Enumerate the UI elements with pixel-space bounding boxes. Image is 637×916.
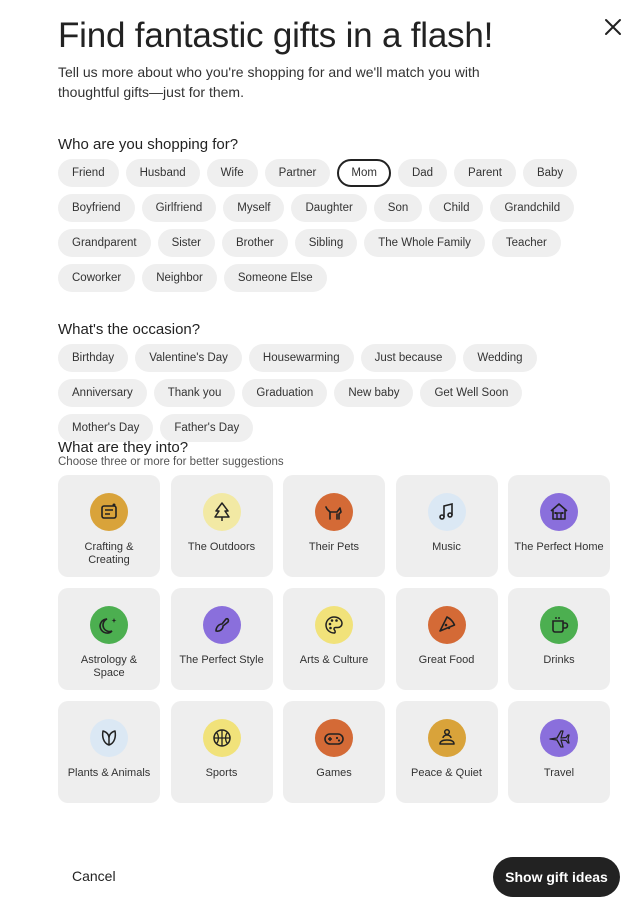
gamepad-icon [315,719,353,757]
interest-tile-label: Great Food [418,654,475,666]
crafting-icon [90,493,128,531]
occasion-chip-just-because[interactable]: Just because [361,344,457,372]
mug-icon [540,606,578,644]
meditation-icon [428,719,466,757]
interest-tile-label: Sports [205,767,238,779]
interest-tile-arts-culture[interactable] [283,588,385,690]
interest-tile-the-perfect-style[interactable] [171,588,273,690]
interest-tile-label: Their Pets [308,541,360,553]
recipient-chip-myself[interactable]: Myself [223,194,284,222]
palette-icon [315,606,353,644]
interests-grid [58,475,613,803]
interest-tile-crafting-creating[interactable] [58,475,160,577]
recipient-chip-parent[interactable]: Parent [454,159,516,187]
interest-tile-label: The Perfect Home [514,541,604,553]
recipient-chip-daughter[interactable]: Daughter [291,194,366,222]
recipient-chip-sister[interactable]: Sister [158,229,215,257]
occasion-chip-valentine-s-day[interactable]: Valentine's Day [135,344,242,372]
recipient-chip-husband[interactable]: Husband [126,159,200,187]
recipient-chip-dad[interactable]: Dad [398,159,447,187]
recipient-chip-grandchild[interactable]: Grandchild [490,194,574,222]
occasion-section-label: What's the occasion? [58,321,201,338]
who-section-label: Who are you shopping for? [58,136,239,153]
recipient-chip-partner[interactable]: Partner [265,159,331,187]
interest-tile-sports[interactable] [171,701,273,803]
close-button[interactable] [600,14,626,40]
interest-tile-label: Drinks [543,654,575,666]
recipient-chip-coworker[interactable]: Coworker [58,264,135,292]
recipient-chip-brother[interactable]: Brother [222,229,288,257]
airplane-icon [540,719,578,757]
recipient-chip-girlfriend[interactable]: Girlfriend [142,194,217,222]
interest-tile-label: The Perfect Style [179,654,264,666]
occasion-chip-group [58,344,623,442]
moon-star-icon [90,606,128,644]
recipient-chip-teacher[interactable]: Teacher [492,229,561,257]
style-icon [203,606,241,644]
basketball-icon [203,719,241,757]
interest-tile-plants-animals[interactable] [58,701,160,803]
interest-tile-label: Games [316,767,352,779]
recipient-chip-grandparent[interactable]: Grandparent [58,229,151,257]
interest-tile-the-perfect-home[interactable] [508,475,610,577]
home-icon [540,493,578,531]
recipient-chip-baby[interactable]: Baby [523,159,577,187]
recipient-chip-the-whole-family[interactable]: The Whole Family [364,229,485,257]
music-note-icon [428,493,466,531]
recipient-chip-neighbor[interactable]: Neighbor [142,264,217,292]
interests-section-label: What are they into? [58,439,189,456]
interest-tile-games[interactable] [283,701,385,803]
interest-tile-label: Astrology & Space [80,654,138,679]
interest-tile-label: Plants & Animals [67,767,151,779]
interest-tile-peace-quiet[interactable] [396,701,498,803]
interest-tile-label: Travel [543,767,575,779]
interest-tile-astrology-space[interactable] [58,588,160,690]
recipient-chip-sibling[interactable]: Sibling [295,229,358,257]
occasion-chip-get-well-soon[interactable]: Get Well Soon [420,379,522,407]
occasion-chip-graduation[interactable]: Graduation [242,379,327,407]
leaf-icon [90,719,128,757]
interest-tile-the-outdoors[interactable] [171,475,273,577]
occasion-chip-wedding[interactable]: Wedding [463,344,536,372]
recipient-chip-mom[interactable]: Mom [337,159,391,187]
occasion-chip-thank-you[interactable]: Thank you [154,379,236,407]
occasion-chip-new-baby[interactable]: New baby [334,379,413,407]
interest-tile-their-pets[interactable] [283,475,385,577]
recipient-chip-group [58,159,623,292]
interest-tile-label: Peace & Quiet [411,767,482,779]
recipient-chip-child[interactable]: Child [429,194,483,222]
recipient-chip-wife[interactable]: Wife [207,159,258,187]
page-title: Find fantastic gifts in a flash! [58,16,494,55]
occasion-chip-father-s-day[interactable]: Father's Day [160,414,253,442]
occasion-chip-birthday[interactable]: Birthday [58,344,128,372]
interest-tile-label: The Outdoors [187,541,256,553]
occasion-chip-housewarming[interactable]: Housewarming [249,344,354,372]
interest-tile-label: Music [432,541,461,553]
page-subtitle: Tell us more about who you're shopping for and we'll match you with thoughtful gifts—just for them. [58,64,480,100]
interest-tile-travel[interactable] [508,701,610,803]
pet-icon [315,493,353,531]
cancel-button[interactable]: Cancel [72,868,116,884]
interest-tile-label: Crafting & Creating [84,541,134,566]
interest-tile-label: Arts & Culture [299,654,369,666]
show-gift-ideas-button[interactable]: Show gift ideas [493,857,620,897]
recipient-chip-friend[interactable]: Friend [58,159,119,187]
occasion-chip-mother-s-day[interactable]: Mother's Day [58,414,153,442]
recipient-chip-son[interactable]: Son [374,194,422,222]
occasion-chip-anniversary[interactable]: Anniversary [58,379,147,407]
recipient-chip-boyfriend[interactable]: Boyfriend [58,194,135,222]
close-icon [600,14,626,40]
recipient-chip-someone-else[interactable]: Someone Else [224,264,327,292]
interest-tile-music[interactable] [396,475,498,577]
interest-tile-great-food[interactable] [396,588,498,690]
interests-hint: Choose three or more for better suggestions [58,456,284,468]
interest-tile-drinks[interactable] [508,588,610,690]
tree-icon [203,493,241,531]
pizza-icon [428,606,466,644]
